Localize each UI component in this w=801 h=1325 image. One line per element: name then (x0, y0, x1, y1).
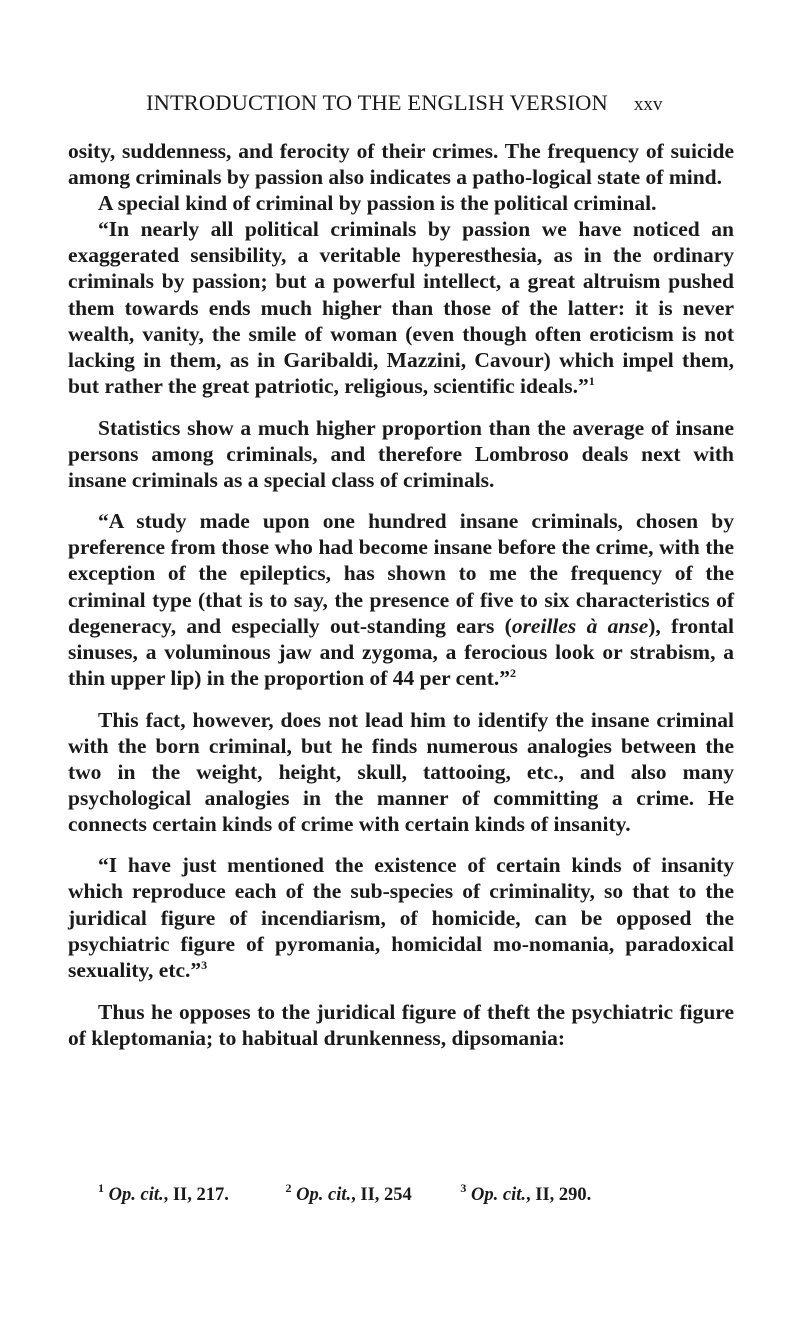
footnote-ref[interactable]: 2 (510, 665, 516, 680)
paragraph: This fact, however, does not lead him to identify the insane criminal with the born criminal, but he finds numerous analogies between the two in the weight, height, skull, tattooing, etc., and also many psychological analogies in the manner of committing a crime. He connects certain kinds of crime with certain kinds of insanity. (68, 707, 734, 837)
footnote: $^1$ Op. cit., II, 217. (98, 1181, 229, 1205)
footnotes (98, 1181, 738, 1206)
italic-term: oreilles à anse (511, 613, 649, 638)
footnote: $^2$ Op. cit., II, 254 (285, 1181, 412, 1205)
running-header (146, 90, 736, 116)
block-quote: “In nearly all political criminals by passion we have noticed an exaggerated sensibility, a veritable hyperesthesia, as in the ordinary criminals by passion; but a powerful intellect, a great altruism pushed them towards ends much higher than those of the latter: it is never wealth, vanity, the smile of woman (even though often eroticism is not lacking in them, as in Garibaldi, Mazzini, Cavour) which impel them, but rather the great patriotic, religious, scientific ideals.”$^1$ (68, 217, 734, 398)
paragraph: osity, suddenness, and ferocity of their crimes. The frequency of suicide among criminals by passion also indicates a patho-logical state of mind. (68, 139, 734, 190)
paragraph: Statistics show a much higher proportion than the average of insane persons among criminals, and therefore Lombroso deals next with insane criminals as a special class of criminals. (68, 415, 734, 493)
block-quote: “I have just mentioned the existence of certain kinds of insanity which reproduce each of the sub-species of criminality, so that to the juridical figure of incendiarism, of homicide, can be opposed the psychiatric figure of pyromania, homicidal mo-nomania, paradoxical sexuality, etc.”$^3$ (68, 853, 734, 982)
footnote-ref[interactable]: 3 (201, 957, 208, 972)
block-quote: “A study made upon one hundred insane criminals, chosen by preference from those who had become insane before the crime, with the exception of the epileptics, has shown to me the frequency of the criminal type (that is to say, the presence of five to six characteristics of degeneracy, and especially out-standing ears (oreilles à anse), frontal sinuses, a voluminous jaw and zygoma, a ferocious look or strabism, a thin upper lip) in the proportion of 44 per cent.”$^2$ (68, 509, 734, 690)
footnote-ref[interactable]: 1 (588, 373, 595, 388)
footnote: $^3$ Op. cit., II, 290. (460, 1181, 592, 1205)
header-title: INTRODUCTION TO THE ENGLISH VERSION (146, 90, 608, 115)
page-number: xxv (633, 94, 663, 115)
main-text (68, 138, 734, 1051)
paragraph: A special kind of criminal by passion is the political criminal. (98, 191, 657, 216)
paragraph: Thus he opposes to the juridical figure of theft the psychiatric figure of kleptomania; to habitual drunkenness, dipsomania: (68, 999, 734, 1050)
